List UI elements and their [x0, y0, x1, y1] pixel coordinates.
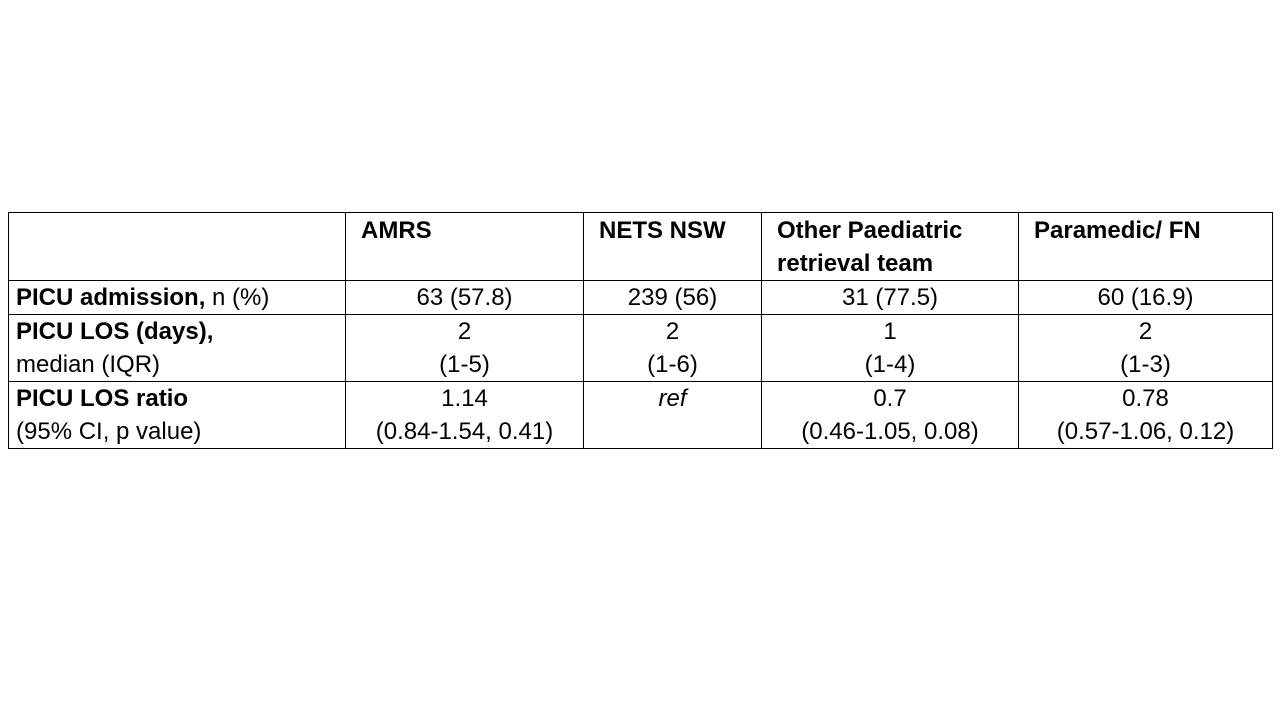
cell-other-los: [762, 315, 1019, 382]
row-label-bold: PICU LOS (days),: [16, 318, 214, 345]
header-cell-paramedic-fn: [1019, 213, 1273, 281]
row-label-line2: (95% CI, p value): [16, 418, 202, 445]
cell-value: 2: [457, 318, 472, 345]
header-cell-empty: [9, 213, 346, 281]
cell-nets-ratio: [584, 382, 762, 449]
cell-paramedic-los: [1019, 315, 1273, 382]
row-label-bold: PICU LOS ratio: [16, 385, 189, 412]
cell-range: (1-6): [647, 351, 698, 378]
cell-amrs-ratio: [346, 382, 584, 449]
cell-range: (0.57-1.06, 0.12): [1056, 418, 1235, 445]
cell-amrs-los: [346, 315, 584, 382]
cell-value: 31 (77.5): [841, 284, 939, 311]
header-nets-nsw-label: NETS NSW: [599, 217, 726, 244]
table-row-picu-los-ratio: [9, 382, 1273, 449]
cell-value: 1: [883, 318, 897, 345]
row-label-picu-los: [9, 315, 346, 382]
cell-value: 2: [1138, 318, 1153, 345]
cell-value: 1.14: [441, 385, 488, 412]
header-paramedic-fn-label: Paramedic/ FN: [1034, 217, 1201, 244]
header-other-paediatric-line1: Other Paediatric: [777, 217, 963, 244]
cell-value: 60 (16.9): [1097, 284, 1194, 311]
header-amrs-label: AMRS: [361, 217, 432, 244]
cell-nets-los: [584, 315, 762, 382]
results-table: [8, 212, 1273, 449]
cell-value: 239 (56): [627, 284, 718, 311]
cell-nets-admission: [584, 281, 762, 315]
cell-value: 63 (57.8): [416, 284, 513, 311]
cell-other-ratio: [762, 382, 1019, 449]
cell-value: 0.7: [873, 385, 907, 412]
cell-range: (0.46-1.05, 0.08): [801, 418, 979, 445]
cell-range: (1-3): [1120, 351, 1171, 378]
cell-paramedic-admission: [1019, 281, 1273, 315]
header-cell-other-paediatric: [762, 213, 1019, 281]
cell-range: [584, 415, 761, 448]
cell-value: 0.78: [1122, 385, 1169, 412]
row-label-bold: PICU admission,: [16, 284, 206, 311]
header-cell-nets-nsw: [584, 213, 762, 281]
row-label-line2: median (IQR): [16, 351, 161, 378]
header-row: [9, 213, 1273, 281]
row-label-picu-admission: [9, 281, 346, 315]
header-other-paediatric-line2: retrieval team: [777, 250, 934, 277]
header-cell-amrs: [346, 213, 584, 281]
table-row-picu-admission: [9, 281, 1273, 315]
cell-range: (1-5): [439, 351, 490, 378]
cell-range: (1-4): [864, 351, 916, 378]
cell-value-ref: ref: [658, 385, 687, 412]
row-label-picu-los-ratio: [9, 382, 346, 449]
table-row-picu-los: [9, 315, 1273, 382]
cell-other-admission: [762, 281, 1019, 315]
cell-paramedic-ratio: [1019, 382, 1273, 449]
cell-amrs-admission: [346, 281, 584, 315]
cell-range: (0.84-1.54, 0.41): [375, 418, 554, 445]
cell-value: 2: [665, 318, 680, 345]
row-label-rest: n (%): [205, 284, 270, 311]
